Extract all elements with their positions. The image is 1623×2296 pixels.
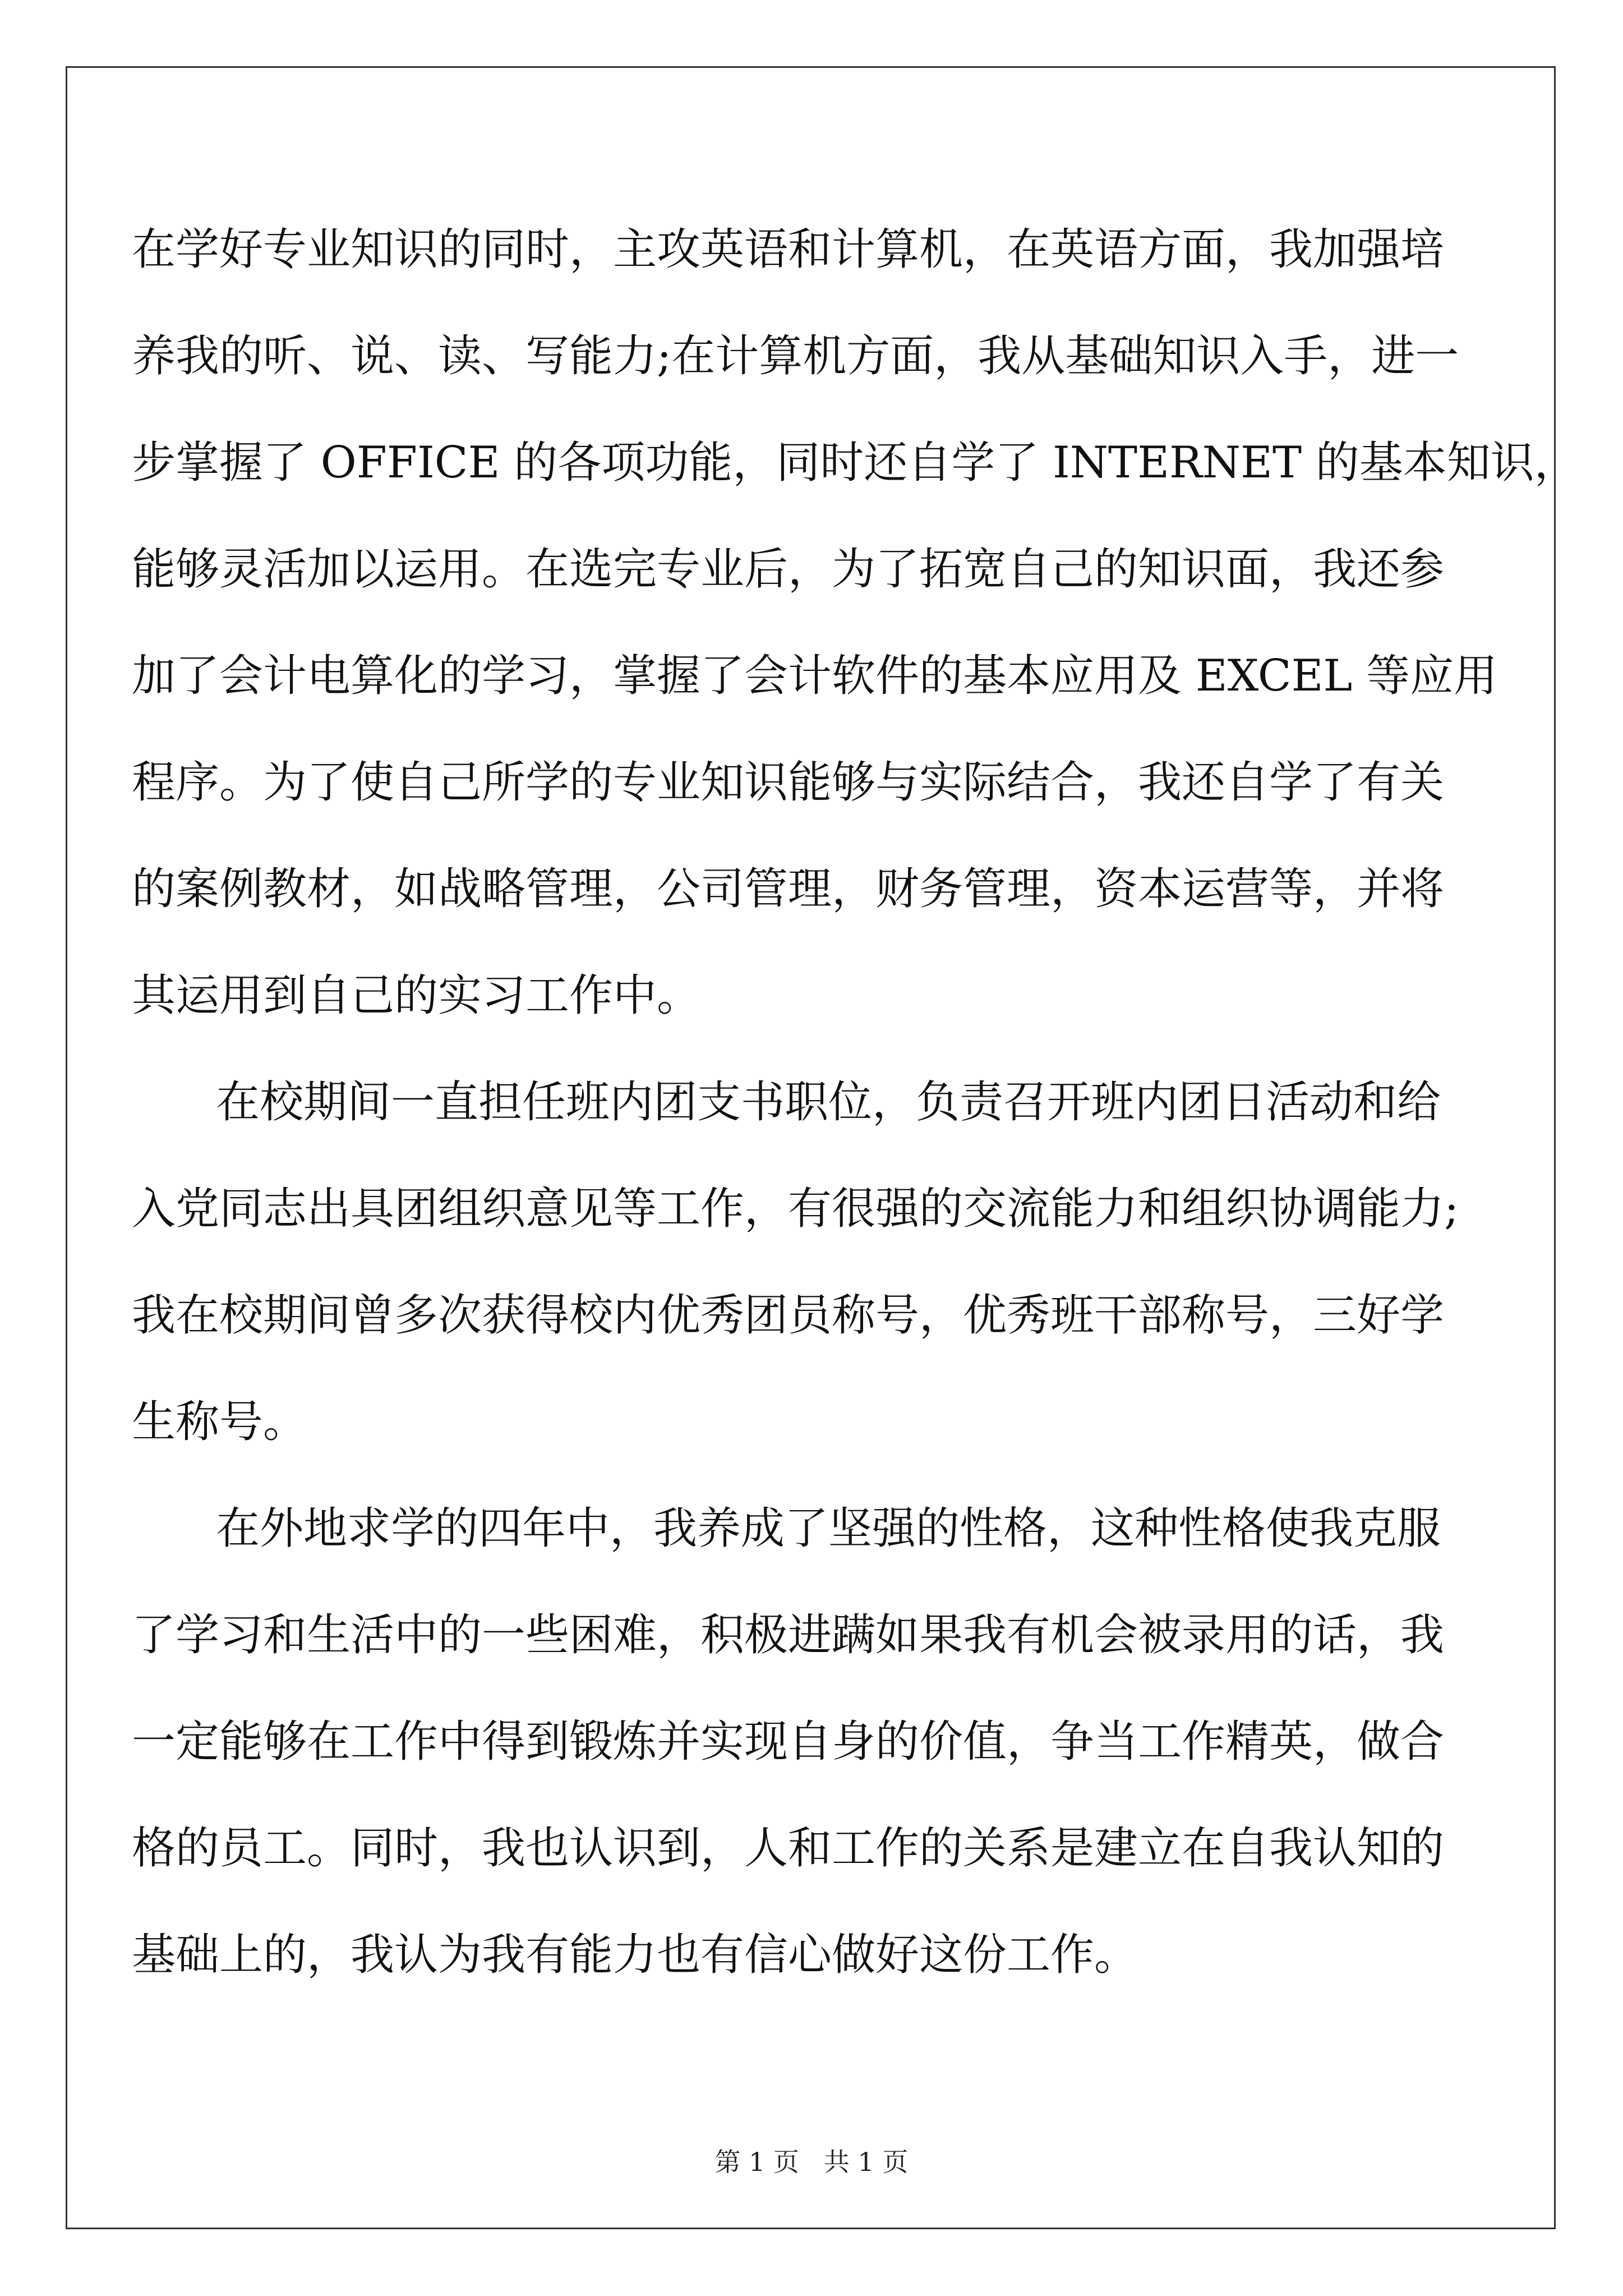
text-line: 的案例教材，如战略管理，公司管理，财务管理，资本运营等，并将 [132, 864, 1445, 914]
text-line: 加了会计电算化的学习，掌握了会计软件的基本应用及 EXCEL 等应用 [132, 651, 1498, 701]
text-line: 一定能够在工作中得到锻炼并实现自身的价值，争当工作精英，做合 [132, 1717, 1445, 1767]
text-line: 入党同志出具团组织意见等工作，有很强的交流能力和组织协调能力; [132, 1184, 1459, 1234]
text-line: 格的员工。同时，我也认识到，人和工作的关系是建立在自我认知的 [132, 1823, 1445, 1874]
text-line: 养我的听、说、读、写能力;在计算机方面，我从基础知识入手，进一 [132, 331, 1459, 381]
text-line: 在校期间一直担任班内团支书职位，负责召开班内团日活动和给 [216, 1077, 1441, 1128]
text-line: 生称号。 [132, 1397, 307, 1447]
text-line: 其运用到自己的实习工作中。 [132, 970, 701, 1021]
text-line: 程序。为了使自己所学的专业知识能够与实际结合，我还自学了有关 [132, 757, 1445, 808]
text-line: 能够灵活加以运用。在选完专业后，为了拓宽自己的知识面，我还参 [132, 544, 1445, 595]
text-line: 了学习和生活中的一些困难，积极进蹒如果我有机会被录用的话，我 [132, 1610, 1445, 1660]
text-line: 基础上的，我认为我有能力也有信心做好这份工作。 [132, 1930, 1138, 1980]
text-line: 我在校期间曾多次获得校内优秀团员称号，优秀班干部称号，三好学 [132, 1290, 1445, 1341]
page-number-footer: 第 1 页 共 1 页 [714, 2147, 909, 2177]
text-line: 步掌握了 OFFICE 的各项功能，同时还自学了 INTERNET 的基本知识， [132, 438, 1578, 488]
page-border [66, 66, 1578, 2229]
text-line: 在学好专业知识的同时，主攻英语和计算机，在英语方面，我加强培 [132, 224, 1445, 275]
text-line: 在外地求学的四年中，我养成了坚强的性格，这种性格使我克服 [216, 1503, 1441, 1554]
